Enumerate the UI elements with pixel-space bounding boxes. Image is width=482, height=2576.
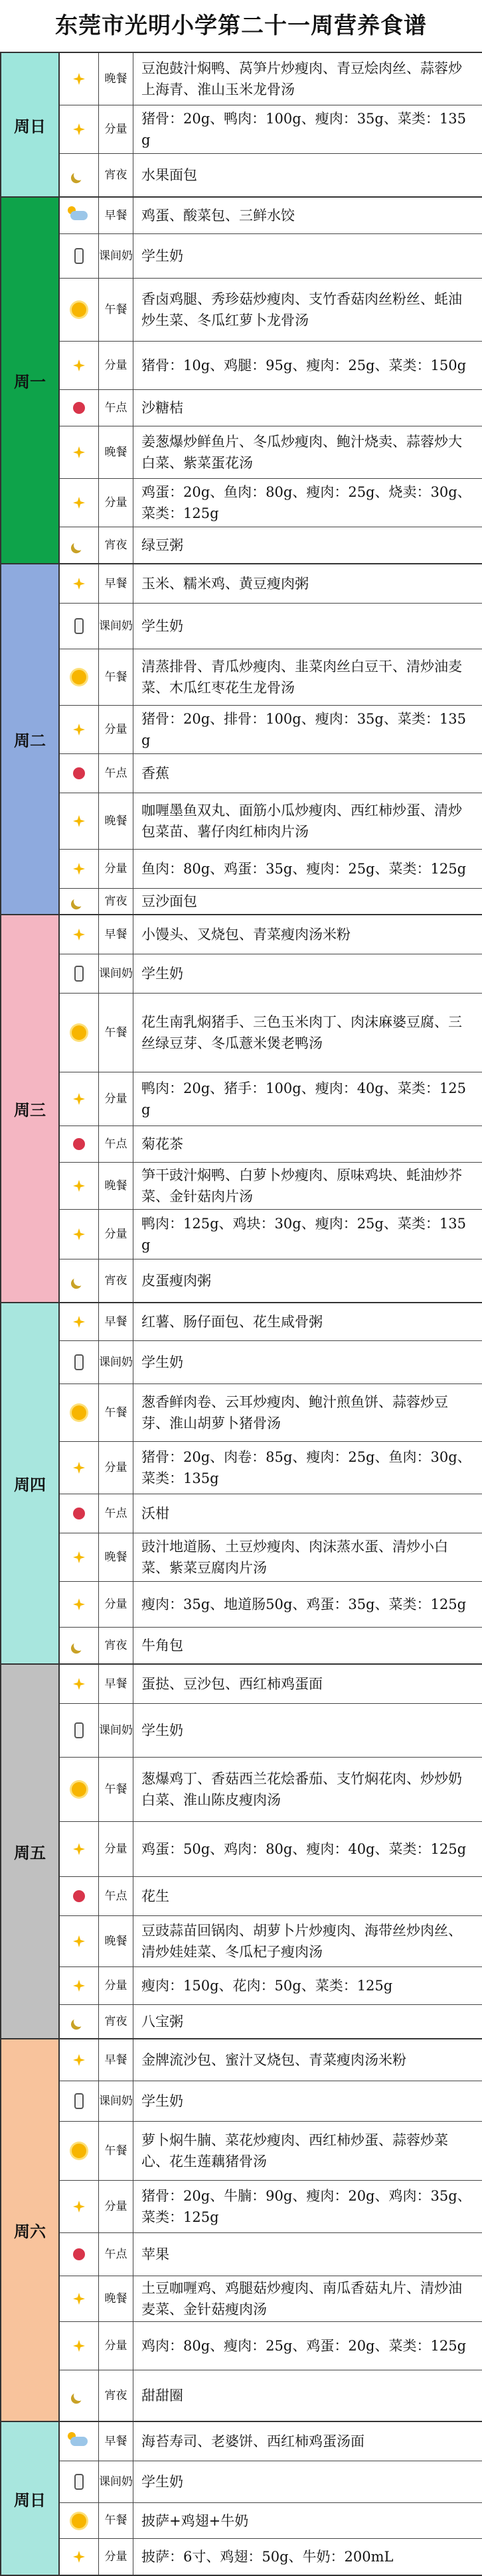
meal-content: 鸡蛋：20g、鱼肉：80g、瘦肉：25g、烧卖：30g、菜类：125g (141, 484, 471, 521)
cloud-sun-icon (70, 2437, 88, 2446)
page-title: 东莞市光明小学第二十一周营养食谱 (0, 0, 482, 52)
meal-content: 金牌流沙包、蜜汁叉烧包、青菜瘦肉汤米粉 (141, 2052, 406, 2068)
meal-type: 晚餐 (99, 1533, 133, 1581)
meal-row (60, 564, 482, 604)
star-icon (73, 2293, 85, 2305)
meal-icon-cell (60, 1494, 99, 1533)
fruit-icon (73, 1890, 85, 1902)
meal-icon-cell (60, 1665, 99, 1703)
meal-type: 宵夜 (99, 154, 133, 196)
star-icon (73, 1228, 85, 1240)
meal-row (60, 1916, 482, 1967)
meal-icon-cell (60, 754, 99, 793)
star-icon (73, 2201, 85, 2213)
meal-row (60, 105, 482, 154)
meal-content: 小馒头、叉烧包、青菜瘦肉汤米粉 (141, 927, 351, 942)
meal-row (60, 915, 482, 954)
meal-icon-cell (60, 279, 99, 341)
meal-content: 沃柑 (141, 1506, 169, 1521)
fruit-icon (73, 2248, 85, 2260)
sun-icon (72, 670, 86, 684)
meal-icon-cell (60, 1341, 99, 1384)
meal-icon-cell (60, 2081, 99, 2121)
meal-content: 红薯、肠仔面包、花生咸骨粥 (141, 1314, 323, 1330)
meal-row (60, 342, 482, 390)
meal-type: 分量 (99, 342, 133, 389)
meal-icon-cell (60, 564, 99, 603)
meal-type: 分量 (99, 850, 133, 888)
meal-type: 宵夜 (99, 2005, 133, 2038)
moon-icon (72, 1639, 86, 1652)
meal-icon-cell (60, 604, 99, 649)
meal-row (60, 2370, 482, 2421)
meal-icon-cell (60, 154, 99, 196)
meal-content: 海苔寿司、老婆饼、西红柿鸡蛋汤面 (141, 2433, 364, 2449)
day-block (1, 53, 482, 198)
meal-row (60, 1704, 482, 1758)
meal-icon-cell (60, 649, 99, 705)
meal-icon-cell (60, 1582, 99, 1627)
meal-type: 午餐 (99, 1758, 133, 1821)
meal-type: 晚餐 (99, 426, 133, 478)
meal-type: 午餐 (99, 994, 133, 1072)
meal-icon-cell (60, 1967, 99, 2004)
meal-row (60, 1303, 482, 1341)
meal-content: 甜甜圈 (141, 2388, 183, 2404)
meal-type: 午点 (99, 390, 133, 426)
meal-icon-cell (60, 479, 99, 527)
meal-icon-cell (60, 1384, 99, 1441)
meal-content: 姜葱爆炒鲜鱼片、冬瓜炒瘦肉、鲍汁烧卖、蒜蓉炒大白菜、紫菜蛋花汤 (141, 434, 462, 471)
meal-content: 葱香鲜肉卷、云耳炒瘦肉、鲍汁煎鱼饼、蒜蓉炒豆芽、淮山胡萝卜猪骨汤 (141, 1394, 448, 1431)
meal-icon-cell (60, 1704, 99, 1757)
meal-row (60, 279, 482, 342)
meal-type: 分量 (99, 1072, 133, 1126)
meal-icon-cell (60, 889, 99, 914)
meal-type: 晚餐 (99, 53, 133, 105)
meal-content: 猪骨：20g、肉卷：85g、瘦肉：25g、鱼肉：30g、菜类：135g (141, 1449, 471, 1486)
meal-icon-cell (60, 915, 99, 954)
meal-row (60, 1494, 482, 1533)
day-label: 周四 (1, 1303, 60, 1663)
meal-content: 猪骨：20g、鸭肉：100g、瘦肉：35g、菜类：135g (141, 111, 466, 148)
day-block (1, 564, 482, 915)
meal-type: 午餐 (99, 2122, 133, 2180)
meal-row (60, 2422, 482, 2461)
meal-type: 宵夜 (99, 889, 133, 914)
meal-type: 晚餐 (99, 793, 133, 849)
meal-content: 猪骨：20g、牛腩：90g、瘦肉：20g、鸡肉：35g、菜类：125g (141, 2188, 471, 2225)
meal-type: 课间奶 (99, 2081, 133, 2121)
meal-type: 课间奶 (99, 2461, 133, 2502)
moon-icon (72, 1274, 86, 1287)
meal-row (60, 53, 482, 105)
meal-row (60, 198, 482, 234)
meal-row (60, 1210, 482, 1259)
sun-icon (72, 302, 86, 317)
meal-content: 水果面包 (141, 167, 197, 183)
meal-row (60, 1758, 482, 1822)
meal-content: 苹果 (141, 2246, 169, 2262)
meal-type: 分量 (99, 105, 133, 153)
meal-type: 晚餐 (99, 1916, 133, 1966)
meal-icon-cell (60, 1628, 99, 1663)
meal-content: 学生奶 (141, 2093, 183, 2109)
meal-icon-cell (60, 198, 99, 233)
day-label: 周六 (1, 2039, 60, 2421)
meal-row (60, 527, 482, 563)
meal-icon-cell (60, 2005, 99, 2038)
milk-bottle-icon (74, 1722, 84, 1738)
meal-row (60, 2539, 482, 2575)
fruit-icon (73, 1138, 85, 1150)
meal-icon-cell (60, 426, 99, 478)
meal-row (60, 1384, 482, 1442)
meal-content: 牛角包 (141, 1638, 183, 1653)
meal-row (60, 2039, 482, 2081)
meal-content: 花生 (141, 1888, 169, 1904)
moon-icon (72, 2389, 86, 2402)
meal-content: 蛋挞、豆沙包、西红柿鸡蛋面 (141, 1676, 323, 1692)
meal-row (60, 2276, 482, 2322)
meal-row (60, 994, 482, 1072)
meal-row (60, 1822, 482, 1877)
meal-row (60, 2005, 482, 2038)
day-block (1, 2039, 482, 2422)
meal-content: 豆沙面包 (141, 893, 197, 909)
meal-icon-cell (60, 2422, 99, 2461)
fruit-icon (73, 767, 85, 779)
star-icon (73, 1935, 85, 1947)
meal-content: 学生奶 (141, 248, 183, 264)
meal-row (60, 234, 482, 279)
meal-row (60, 479, 482, 527)
meal-content: 披萨：6寸、鸡翅：50g、牛奶：200mL (141, 2549, 394, 2565)
meal-type: 早餐 (99, 2039, 133, 2081)
meal-content: 学生奶 (141, 1722, 183, 1738)
star-icon (73, 1551, 85, 1563)
meal-icon-cell (60, 1259, 99, 1302)
sun-icon (72, 2514, 86, 2528)
meal-type: 早餐 (99, 1665, 133, 1703)
milk-bottle-icon (74, 966, 84, 982)
star-icon (73, 1843, 85, 1855)
meal-row (60, 1442, 482, 1494)
moon-icon (72, 539, 86, 552)
meal-icon-cell (60, 2233, 99, 2276)
meal-type: 分量 (99, 1582, 133, 1627)
meal-content: 香蕉 (141, 765, 169, 781)
sun-icon (72, 1025, 86, 1040)
meal-icon-cell (60, 527, 99, 563)
sun-icon (72, 2144, 86, 2158)
day-label: 周五 (1, 1665, 60, 2038)
meal-row (60, 1259, 482, 1302)
meal-type: 早餐 (99, 915, 133, 954)
cloud-sun-icon (70, 211, 88, 220)
meal-content: 豆泡鼓汁焖鸭、莴笋片炒瘦肉、青豆烩肉丝、蒜蓉炒上海青、淮山玉米龙骨汤 (141, 60, 462, 97)
meal-icon-cell (60, 2039, 99, 2081)
meal-type: 分量 (99, 1210, 133, 1259)
meal-content: 猪骨：20g、排骨：100g、瘦肉：35g、菜类：135g (141, 711, 466, 748)
meal-row (60, 2081, 482, 2122)
star-icon (73, 1093, 85, 1105)
day-block (1, 198, 482, 564)
meal-content: 笋干豉汁焖鸭、白萝卜炒瘦肉、原味鸡块、蚝油炒芥菜、金针菇肉片汤 (141, 1167, 462, 1204)
meal-content: 土豆咖喱鸡、鸡腿菇炒瘦肉、南瓜香菇丸片、清炒油麦菜、金针菇瘦肉汤 (141, 2280, 462, 2317)
meal-content: 菊花茶 (141, 1136, 183, 1152)
meal-content: 猪骨：10g、鸡腿：95g、瘦肉：25g、菜类：150g (141, 357, 467, 373)
meal-type: 分量 (99, 1442, 133, 1494)
meal-icon-cell (60, 1126, 99, 1162)
meal-row (60, 1163, 482, 1210)
meal-icon-cell (60, 1442, 99, 1494)
meal-type: 分量 (99, 479, 133, 527)
meal-icon-cell (60, 2122, 99, 2180)
meal-type: 课间奶 (99, 1341, 133, 1384)
meal-type: 分量 (99, 2181, 133, 2232)
meal-type: 宵夜 (99, 1628, 133, 1663)
menu-table (0, 52, 482, 2576)
meal-row (60, 1967, 482, 2005)
meal-type: 课间奶 (99, 604, 133, 649)
meal-type: 分量 (99, 706, 133, 753)
meal-content: 葱爆鸡丁、香菇西兰花烩番茄、支竹焖花肉、炒炒奶白菜、淮山陈皮瘦肉汤 (141, 1771, 462, 1808)
meal-content: 咖喱墨鱼双丸、面筋小瓜炒瘦肉、西红柿炒蛋、清炒包菜苗、薯仔肉红柿肉片汤 (141, 803, 462, 840)
meal-row (60, 1126, 482, 1163)
star-icon (73, 1678, 85, 1690)
meal-icon-cell (60, 105, 99, 153)
meal-type: 分量 (99, 1822, 133, 1876)
meal-content: 花生南乳焖猪手、三色玉米肉丁、肉沫麻婆豆腐、三丝绿豆芽、冬瓜薏米煲老鸭汤 (141, 1014, 462, 1051)
day-label: 周二 (1, 564, 60, 914)
meal-type: 午点 (99, 1126, 133, 1162)
meal-row (60, 154, 482, 196)
meal-type: 课间奶 (99, 234, 133, 278)
meal-content: 鸡蛋：50g、鸡肉：80g、瘦肉：40g、菜类：125g (141, 1841, 467, 1857)
star-icon (73, 497, 85, 509)
star-icon (73, 863, 85, 875)
meal-icon-cell (60, 2322, 99, 2370)
milk-bottle-icon (74, 2093, 84, 2109)
meal-icon-cell (60, 1163, 99, 1209)
meal-icon-cell (60, 1916, 99, 1966)
meal-type: 午餐 (99, 649, 133, 705)
meal-content: 玉米、糯米鸡、黄豆瘦肉粥 (141, 576, 309, 592)
meal-icon-cell (60, 850, 99, 888)
meal-icon-cell (60, 793, 99, 849)
meal-type: 早餐 (99, 564, 133, 603)
star-icon (73, 929, 85, 940)
meal-content: 学生奶 (141, 966, 183, 982)
star-icon (73, 2340, 85, 2352)
meal-content: 瘦肉：150g、花肉：50g、菜类：125g (141, 1978, 393, 1994)
meal-row (60, 426, 482, 479)
meal-content: 八宝粥 (141, 2014, 183, 2029)
star-icon (73, 1180, 85, 1192)
meal-content: 鸡肉：80g、瘦肉：25g、鸡蛋：20g、菜类：125g (141, 2338, 467, 2354)
meal-icon-cell (60, 2539, 99, 2575)
meal-row (60, 2233, 482, 2276)
meal-icon-cell (60, 2461, 99, 2502)
milk-bottle-icon (74, 1354, 84, 1370)
meal-content: 豆豉蒜苗回锅肉、胡萝卜片炒瘦肉、海带丝炒肉丝、清炒娃娃菜、冬瓜杞子瘦肉汤 (141, 1923, 462, 1960)
meal-type: 午点 (99, 1494, 133, 1533)
day-label: 周日 (1, 2422, 60, 2575)
meal-icon-cell (60, 2370, 99, 2421)
meal-content: 豉汁地道肠、土豆炒瘦肉、肉沫蒸水蛋、清炒小白菜、紫菜豆腐肉片汤 (141, 1539, 448, 1576)
meal-row (60, 604, 482, 649)
day-block (1, 1665, 482, 2039)
star-icon (73, 2551, 85, 2563)
star-icon (73, 578, 85, 590)
meal-type: 午餐 (99, 279, 133, 341)
meal-content: 鸡蛋、酸菜包、三鲜水饺 (141, 208, 295, 224)
meal-type: 分量 (99, 2539, 133, 2575)
meal-row (60, 1341, 482, 1384)
meal-content: 鱼肉：80g、鸡蛋：35g、瘦肉：25g、菜类：125g (141, 861, 467, 877)
fruit-icon (73, 1508, 85, 1519)
star-icon (73, 1598, 85, 1610)
day-block (1, 2422, 482, 2575)
star-icon (73, 724, 85, 736)
meal-icon-cell (60, 342, 99, 389)
star-icon (73, 123, 85, 135)
sun-icon (72, 1405, 86, 1420)
meal-type: 早餐 (99, 2422, 133, 2461)
meal-icon-cell (60, 1533, 99, 1581)
meal-row (60, 2503, 482, 2539)
meal-type: 课间奶 (99, 954, 133, 993)
meal-row (60, 1072, 482, 1126)
meal-type: 课间奶 (99, 1704, 133, 1757)
meal-row (60, 754, 482, 793)
meal-icon-cell (60, 390, 99, 426)
moon-icon (72, 168, 86, 182)
meal-type: 分量 (99, 1967, 133, 2004)
meal-content: 皮蛋瘦肉粥 (141, 1273, 211, 1289)
meal-icon-cell (60, 1303, 99, 1340)
meal-icon-cell (60, 53, 99, 105)
star-icon (73, 1316, 85, 1328)
meal-icon-cell (60, 706, 99, 753)
meal-content: 清蒸排骨、青瓜炒瘦肉、韭菜肉丝白豆干、清炒油麦菜、木瓜红枣花生龙骨汤 (141, 659, 462, 696)
meal-icon-cell (60, 954, 99, 993)
meal-row (60, 850, 482, 889)
meal-content: 香卤鸡腿、秀珍菇炒瘦肉、支竹香菇肉丝粉丝、蚝油炒生菜、冬瓜红萝卜龙骨汤 (141, 291, 462, 328)
star-icon (73, 359, 85, 371)
meal-icon-cell (60, 234, 99, 278)
star-icon (73, 2054, 85, 2066)
meal-icon-cell (60, 2503, 99, 2538)
meal-row (60, 2322, 482, 2370)
meal-icon-cell (60, 2181, 99, 2232)
meal-row (60, 1582, 482, 1628)
meal-content: 学生奶 (141, 618, 183, 634)
meal-content: 绿豆粥 (141, 537, 183, 553)
meal-row (60, 649, 482, 706)
moon-icon (72, 895, 86, 908)
meal-content: 披萨+鸡翅+牛奶 (141, 2512, 249, 2529)
day-label: 周一 (1, 198, 60, 563)
meal-type: 分量 (99, 2322, 133, 2370)
meal-content: 鸭肉：125g、鸡块：30g、瘦肉：25g、菜类：135g (141, 1216, 466, 1253)
milk-bottle-icon (74, 248, 84, 264)
meal-row (60, 793, 482, 850)
meal-row (60, 1877, 482, 1916)
meal-type: 午餐 (99, 2503, 133, 2538)
meal-type: 晚餐 (99, 1163, 133, 1209)
star-icon (73, 815, 85, 827)
meal-icon-cell (60, 1758, 99, 1821)
meal-type: 午点 (99, 1877, 133, 1915)
meal-type: 午点 (99, 2233, 133, 2276)
star-icon (73, 1462, 85, 1474)
meal-icon-cell (60, 1877, 99, 1915)
meal-row (60, 390, 482, 426)
meal-type: 晚餐 (99, 2276, 133, 2321)
meal-type: 早餐 (99, 1303, 133, 1340)
star-icon (73, 73, 85, 85)
meal-row (60, 889, 482, 914)
meal-type: 午点 (99, 754, 133, 793)
meal-content: 学生奶 (141, 2474, 183, 2490)
sun-icon (72, 1782, 86, 1797)
meal-type: 早餐 (99, 198, 133, 233)
meal-row (60, 1533, 482, 1582)
day-block (1, 915, 482, 1303)
meal-row (60, 2461, 482, 2503)
day-block (1, 1303, 482, 1665)
milk-bottle-icon (74, 2474, 84, 2490)
meal-type: 宵夜 (99, 527, 133, 563)
day-label: 周日 (1, 53, 60, 196)
moon-icon (72, 2015, 86, 2028)
meal-type: 宵夜 (99, 1259, 133, 1302)
fruit-icon (73, 402, 85, 414)
meal-row (60, 1628, 482, 1663)
meal-content: 沙糖桔 (141, 400, 183, 416)
meal-content: 学生奶 (141, 1354, 183, 1370)
day-label: 周三 (1, 915, 60, 1302)
milk-bottle-icon (74, 618, 84, 634)
meal-content: 萝卜焖牛腩、菜花炒瘦肉、西红柿炒蛋、蒜蓉炒菜心、花生莲藕猪骨汤 (141, 2132, 448, 2169)
meal-icon-cell (60, 1822, 99, 1876)
meal-row (60, 954, 482, 994)
star-icon (73, 1980, 85, 1992)
meal-content: 瘦肉：35g、地道肠50g、鸡蛋：35g、菜类：125g (141, 1596, 467, 1612)
meal-icon-cell (60, 2276, 99, 2321)
meal-row (60, 2122, 482, 2181)
meal-type: 午餐 (99, 1384, 133, 1441)
star-icon (73, 446, 85, 458)
meal-icon-cell (60, 1072, 99, 1126)
meal-row (60, 706, 482, 754)
meal-icon-cell (60, 994, 99, 1072)
meal-content: 鸭肉：20g、猪手：100g、瘦肉：40g、菜类：125g (141, 1080, 466, 1118)
meal-icon-cell (60, 1210, 99, 1259)
meal-row (60, 1665, 482, 1704)
meal-type: 宵夜 (99, 2370, 133, 2421)
meal-row (60, 2181, 482, 2233)
